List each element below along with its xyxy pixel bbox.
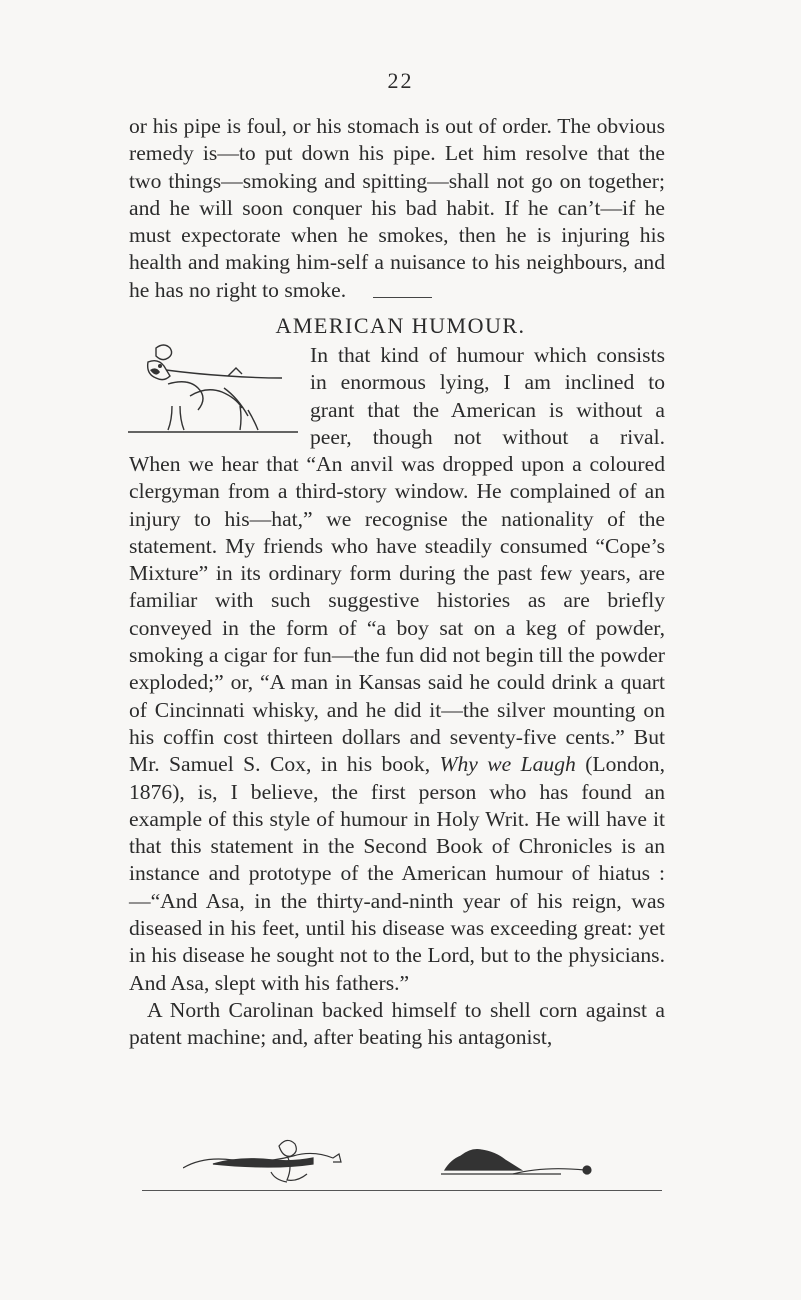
opening-paragraph-text: or his pipe is foul, or his stomach is out of order. The obvious remedy is—to put down his pipe. Let him resolve that the two things—smoking and spitting—shall not go on together; and he will soon conquer his bad habit. If he can’t—if he must expectorate when he smokes, then he is injuring his health and making him-self a nuisance to his neighbours, and he has no right to smoke. <box>129 114 665 302</box>
opening-paragraph <box>129 113 665 304</box>
section-divider-rule <box>373 297 432 298</box>
body-paragraph-2: A North Carolinan backed himself to shell corn against a patent machine; and, after beating his antagonist, <box>129 997 665 1050</box>
paragraph-1-text: When we hear that “An anvil was dropped upon a coloured clergyman from a third-story window. He complained of an injury to his—hat,” we recognise the nationality of the statement. My friends who have steadily consumed “Cope’s Mixture” in its ordinary form during the past few years, are familiar with such suggestive histories as are briefly conveyed in the form of “a boy sat on a keg of powder, smoking a cigar for fun—the fun did not begin till the powder exploded;” or, “A man in Kansas said he could drink a quart of Cincinnati whisky, and he did it—the silver mounting on his coffin cost thirteen dollars and seventy-five cents.” But Mr. Samuel S. Cox, in his book, <box>129 452 665 777</box>
decorative-initial-illustration <box>128 340 298 438</box>
dropcap-line: in enormous lying, I am inclined to <box>310 370 665 395</box>
dropcap-line: In that kind of humour which consists <box>310 343 665 367</box>
dropcap-wrapped-lines <box>310 342 665 451</box>
american-humour-body <box>129 451 665 1052</box>
dropcap-line: grant that the American is without a <box>310 397 665 422</box>
page-bottom-rule <box>142 1190 662 1191</box>
body-paragraph-1 <box>129 451 665 997</box>
section-heading: AMERICAN HUMOUR. <box>275 313 526 338</box>
dropcap-line: peer, though not without a rival. <box>310 424 665 449</box>
book-title: Why we Laugh <box>439 752 576 777</box>
page-number: 22 <box>387 68 414 93</box>
decorative-tailpiece-illustration <box>183 1138 623 1186</box>
paragraph-1-after-title: (London, 1876), is, I believe, the first person who has found an example of this style of humour in Holy Writ. He will have it that this statement in the Second Book of Chronicles is an instance and prototype of the American humour of hiatus :—“And Asa, in the thirty-and-ninth year of his reign, was diseased in his feet, until his disease was exceeding great: yet in his disease he sought not to the Lord, but to the physicians. And Asa, slept with his fathers.” <box>129 752 665 995</box>
